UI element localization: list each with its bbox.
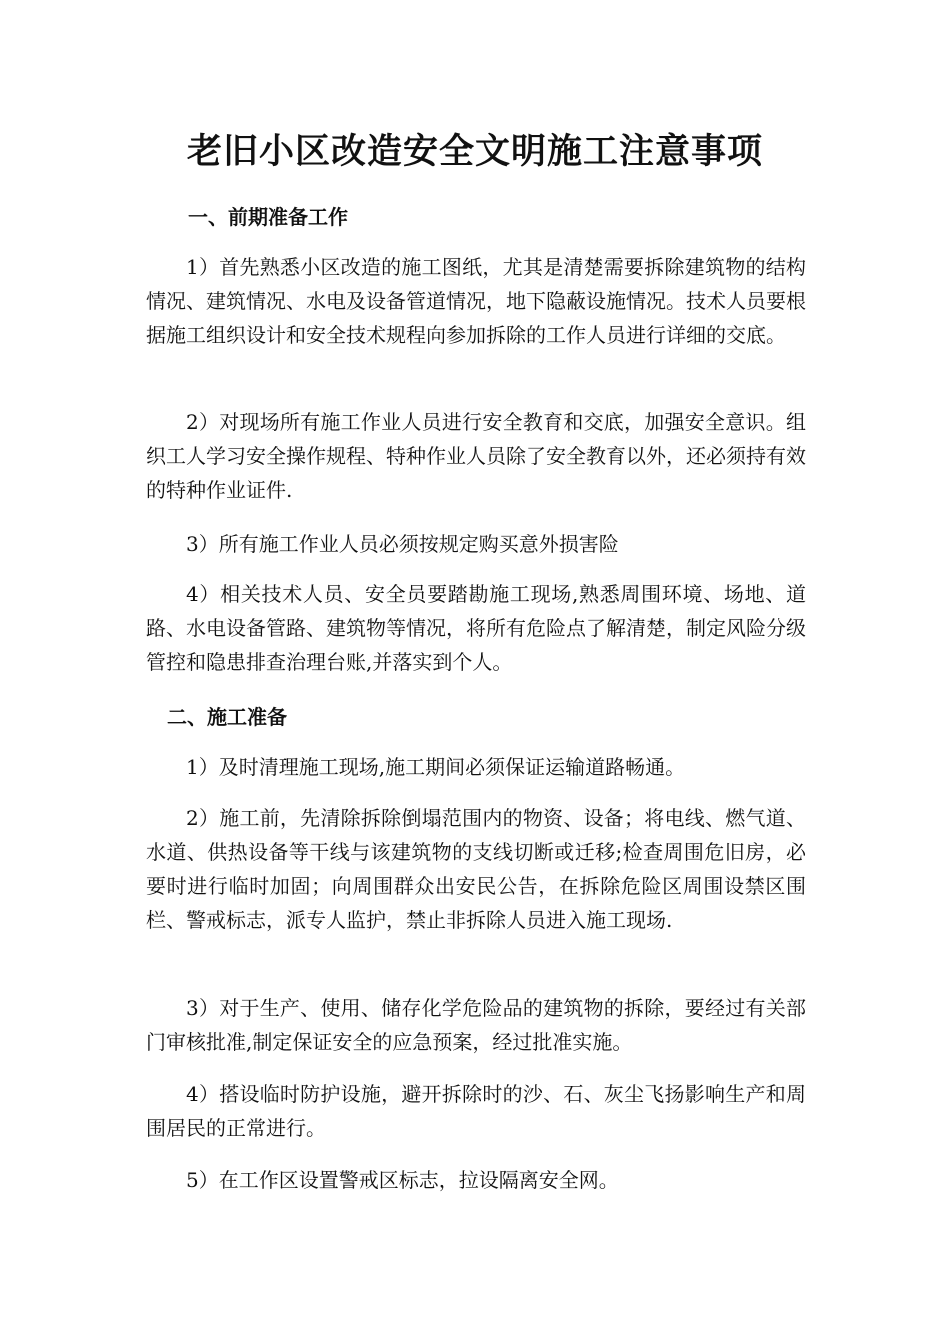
- section-heading-construction: 二、施工准备: [167, 705, 287, 729]
- paragraph-1-1: 1）首先熟悉小区改造的施工图纸，尤其是清楚需要拆除建筑物的结构情况、建筑情况、水电及设备管道情况，地下隐蔽设施情况。技术人员要根据施工组织设计和安全技术规程向参加拆除的工作人员进行详细的交底。: [146, 255, 806, 347]
- paragraph-1-3: 3）所有施工作业人员必须按规定购买意外损害险: [186, 532, 619, 556]
- paragraph-2-2: 2）施工前，先清除拆除倒塌范围内的物资、设备；将电线、燃气道、水道、供热设备等干线与该建筑物的支线切断或迁移;检查周围危旧房，必要时进行临时加固；向周围群众出安民公告，在拆除危险区周围设禁区围栏、警戒标志，派专人监护，禁止非拆除人员进入施工现场.: [146, 806, 806, 932]
- paragraph-2-1: 1）及时清理施工现场,施工期间必须保证运输道路畅通。: [186, 755, 686, 779]
- paragraph-1-2: 2）对现场所有施工作业人员进行安全教育和交底，加强安全意识。组织工人学习安全操作规程、特种作业人员除了安全教育以外，还必须持有效的特种作业证件.: [146, 410, 806, 502]
- paragraph-2-4: 4）搭设临时防护设施，避开拆除时的沙、石、灰尘飞扬影响生产和周围居民的正常进行。: [146, 1082, 806, 1140]
- paragraph-1-4: 4）相关技术人员、安全员要踏勘施工现场,熟悉周围环境、场地、道路、水电设备管路、建筑物等情况，将所有危险点了解清楚，制定风险分级管控和隐患排查治理台账,并落实到个人。: [146, 582, 806, 674]
- paragraph-2-3: 3）对于生产、使用、储存化学危险品的建筑物的拆除，要经过有关部门审核批准,制定保证安全的应急预案，经过批准实施。: [146, 996, 806, 1054]
- paragraph-2-5: 5）在工作区设置警戒区标志，拉设隔离安全网。: [186, 1168, 619, 1192]
- section-heading-preparation: 一、前期准备工作: [188, 205, 348, 229]
- document-title: 老旧小区改造安全文明施工注意事项: [186, 131, 763, 172]
